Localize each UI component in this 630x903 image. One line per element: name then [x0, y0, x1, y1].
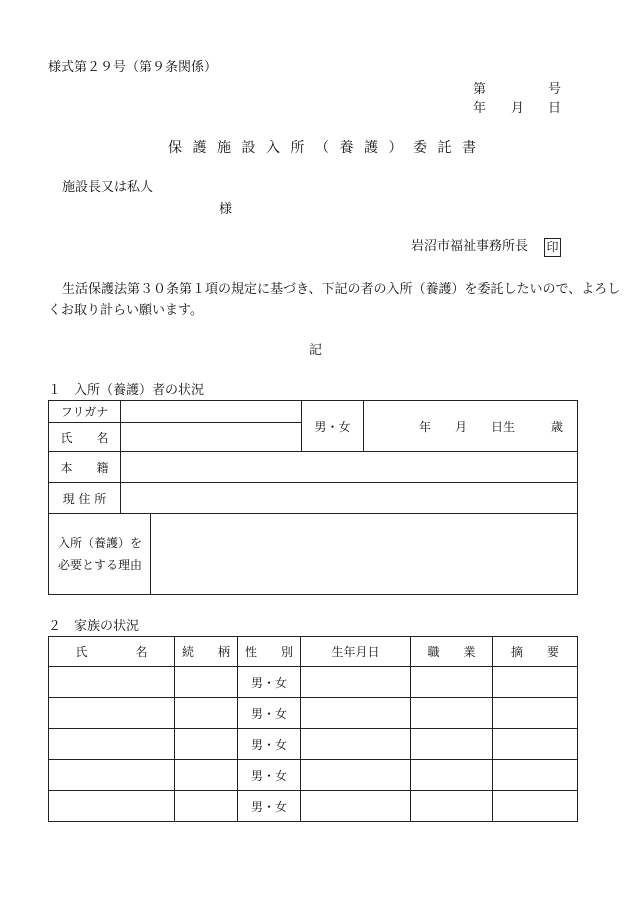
date-year: 年: [473, 101, 487, 116]
address-field[interactable]: [121, 483, 578, 514]
family-gender-cell[interactable]: 男・女: [238, 729, 301, 760]
table-row: [49, 760, 578, 791]
family-gender-cell[interactable]: 男・女: [238, 760, 301, 791]
family-gender-cell[interactable]: 男・女: [238, 667, 301, 698]
date-day: 日: [548, 101, 562, 116]
ki-mark: 記: [309, 343, 323, 358]
family-header-name: 氏 名: [49, 637, 175, 667]
family-gender-cell[interactable]: 男・女: [238, 791, 301, 822]
form-number: 様式第２９号（第９条関係）: [48, 60, 218, 75]
family-birthdate-cell[interactable]: [301, 791, 411, 822]
honseki-field[interactable]: [121, 452, 578, 483]
family-birthdate-cell[interactable]: [301, 667, 411, 698]
family-header-birthdate: 生年月日: [301, 637, 411, 667]
reason-label-line2: 必要とする理由: [58, 558, 143, 572]
family-header-remarks: 摘 要: [493, 637, 578, 667]
body-text-line2: くお取り計らい願います。: [48, 303, 203, 318]
resident-table: [48, 400, 578, 595]
family-remarks-cell[interactable]: [493, 760, 578, 791]
table-row: [49, 667, 578, 698]
birth-age-field[interactable]: 年 月 日生 歳: [364, 401, 578, 452]
family-name-cell[interactable]: [49, 729, 175, 760]
family-relation-cell[interactable]: [175, 760, 238, 791]
family-occupation-cell[interactable]: [411, 667, 493, 698]
family-name-cell[interactable]: [49, 760, 175, 791]
family-name-cell[interactable]: [49, 791, 175, 822]
seal-mark: 印: [544, 238, 561, 257]
family-relation-cell[interactable]: [175, 791, 238, 822]
family-table: [48, 636, 578, 822]
family-occupation-cell[interactable]: [411, 729, 493, 760]
family-name-cell[interactable]: [49, 667, 175, 698]
addressee: 施設長又は私人: [62, 180, 154, 195]
date-month: 月: [511, 101, 525, 116]
honseki-label: 本 籍: [49, 452, 121, 483]
family-occupation-cell[interactable]: [411, 698, 493, 729]
furigana-field[interactable]: [121, 401, 302, 423]
section1-heading: １ 入所（養護）者の状況: [48, 383, 205, 398]
family-gender-cell[interactable]: 男・女: [238, 698, 301, 729]
family-relation-cell[interactable]: [175, 698, 238, 729]
family-header-occupation: 職 業: [411, 637, 493, 667]
family-name-cell[interactable]: [49, 698, 175, 729]
family-occupation-cell[interactable]: [411, 791, 493, 822]
family-header-relation: 続 柄: [175, 637, 238, 667]
family-relation-cell[interactable]: [175, 729, 238, 760]
family-remarks-cell[interactable]: [493, 791, 578, 822]
section2-heading: ２ 家族の状況: [48, 619, 140, 634]
family-birthdate-cell[interactable]: [301, 698, 411, 729]
name-field[interactable]: [121, 423, 302, 452]
family-birthdate-cell[interactable]: [301, 760, 411, 791]
address-label: 現 住 所: [49, 483, 121, 514]
name-label: 氏 名: [49, 423, 121, 452]
family-remarks-cell[interactable]: [493, 729, 578, 760]
family-remarks-cell[interactable]: [493, 698, 578, 729]
family-header-gender: 性 別: [238, 637, 301, 667]
reason-field[interactable]: [151, 514, 578, 595]
furigana-label: フリガナ: [49, 401, 121, 423]
family-remarks-cell[interactable]: [493, 667, 578, 698]
body-text-line1: 生活保護法第３０条第１項の規定に基づき、下記の者の入所（養護）を委託したいので、よろし: [62, 282, 621, 297]
reason-label: [49, 514, 151, 595]
family-birthdate-cell[interactable]: [301, 729, 411, 760]
reason-label-line1: 入所（養護）を: [58, 536, 143, 550]
number-prefix: 第: [473, 82, 487, 97]
family-relation-cell[interactable]: [175, 667, 238, 698]
table-row: [49, 791, 578, 822]
sender-name: 岩沼市福祉事務所長: [411, 239, 529, 254]
number-suffix: 号: [548, 82, 562, 97]
gender-field[interactable]: 男・女: [302, 401, 364, 452]
honorific: 様: [219, 202, 233, 217]
table-row: [49, 729, 578, 760]
family-occupation-cell[interactable]: [411, 760, 493, 791]
document-title: 保護施設入所（養護）委託書: [168, 140, 487, 156]
table-row: [49, 698, 578, 729]
